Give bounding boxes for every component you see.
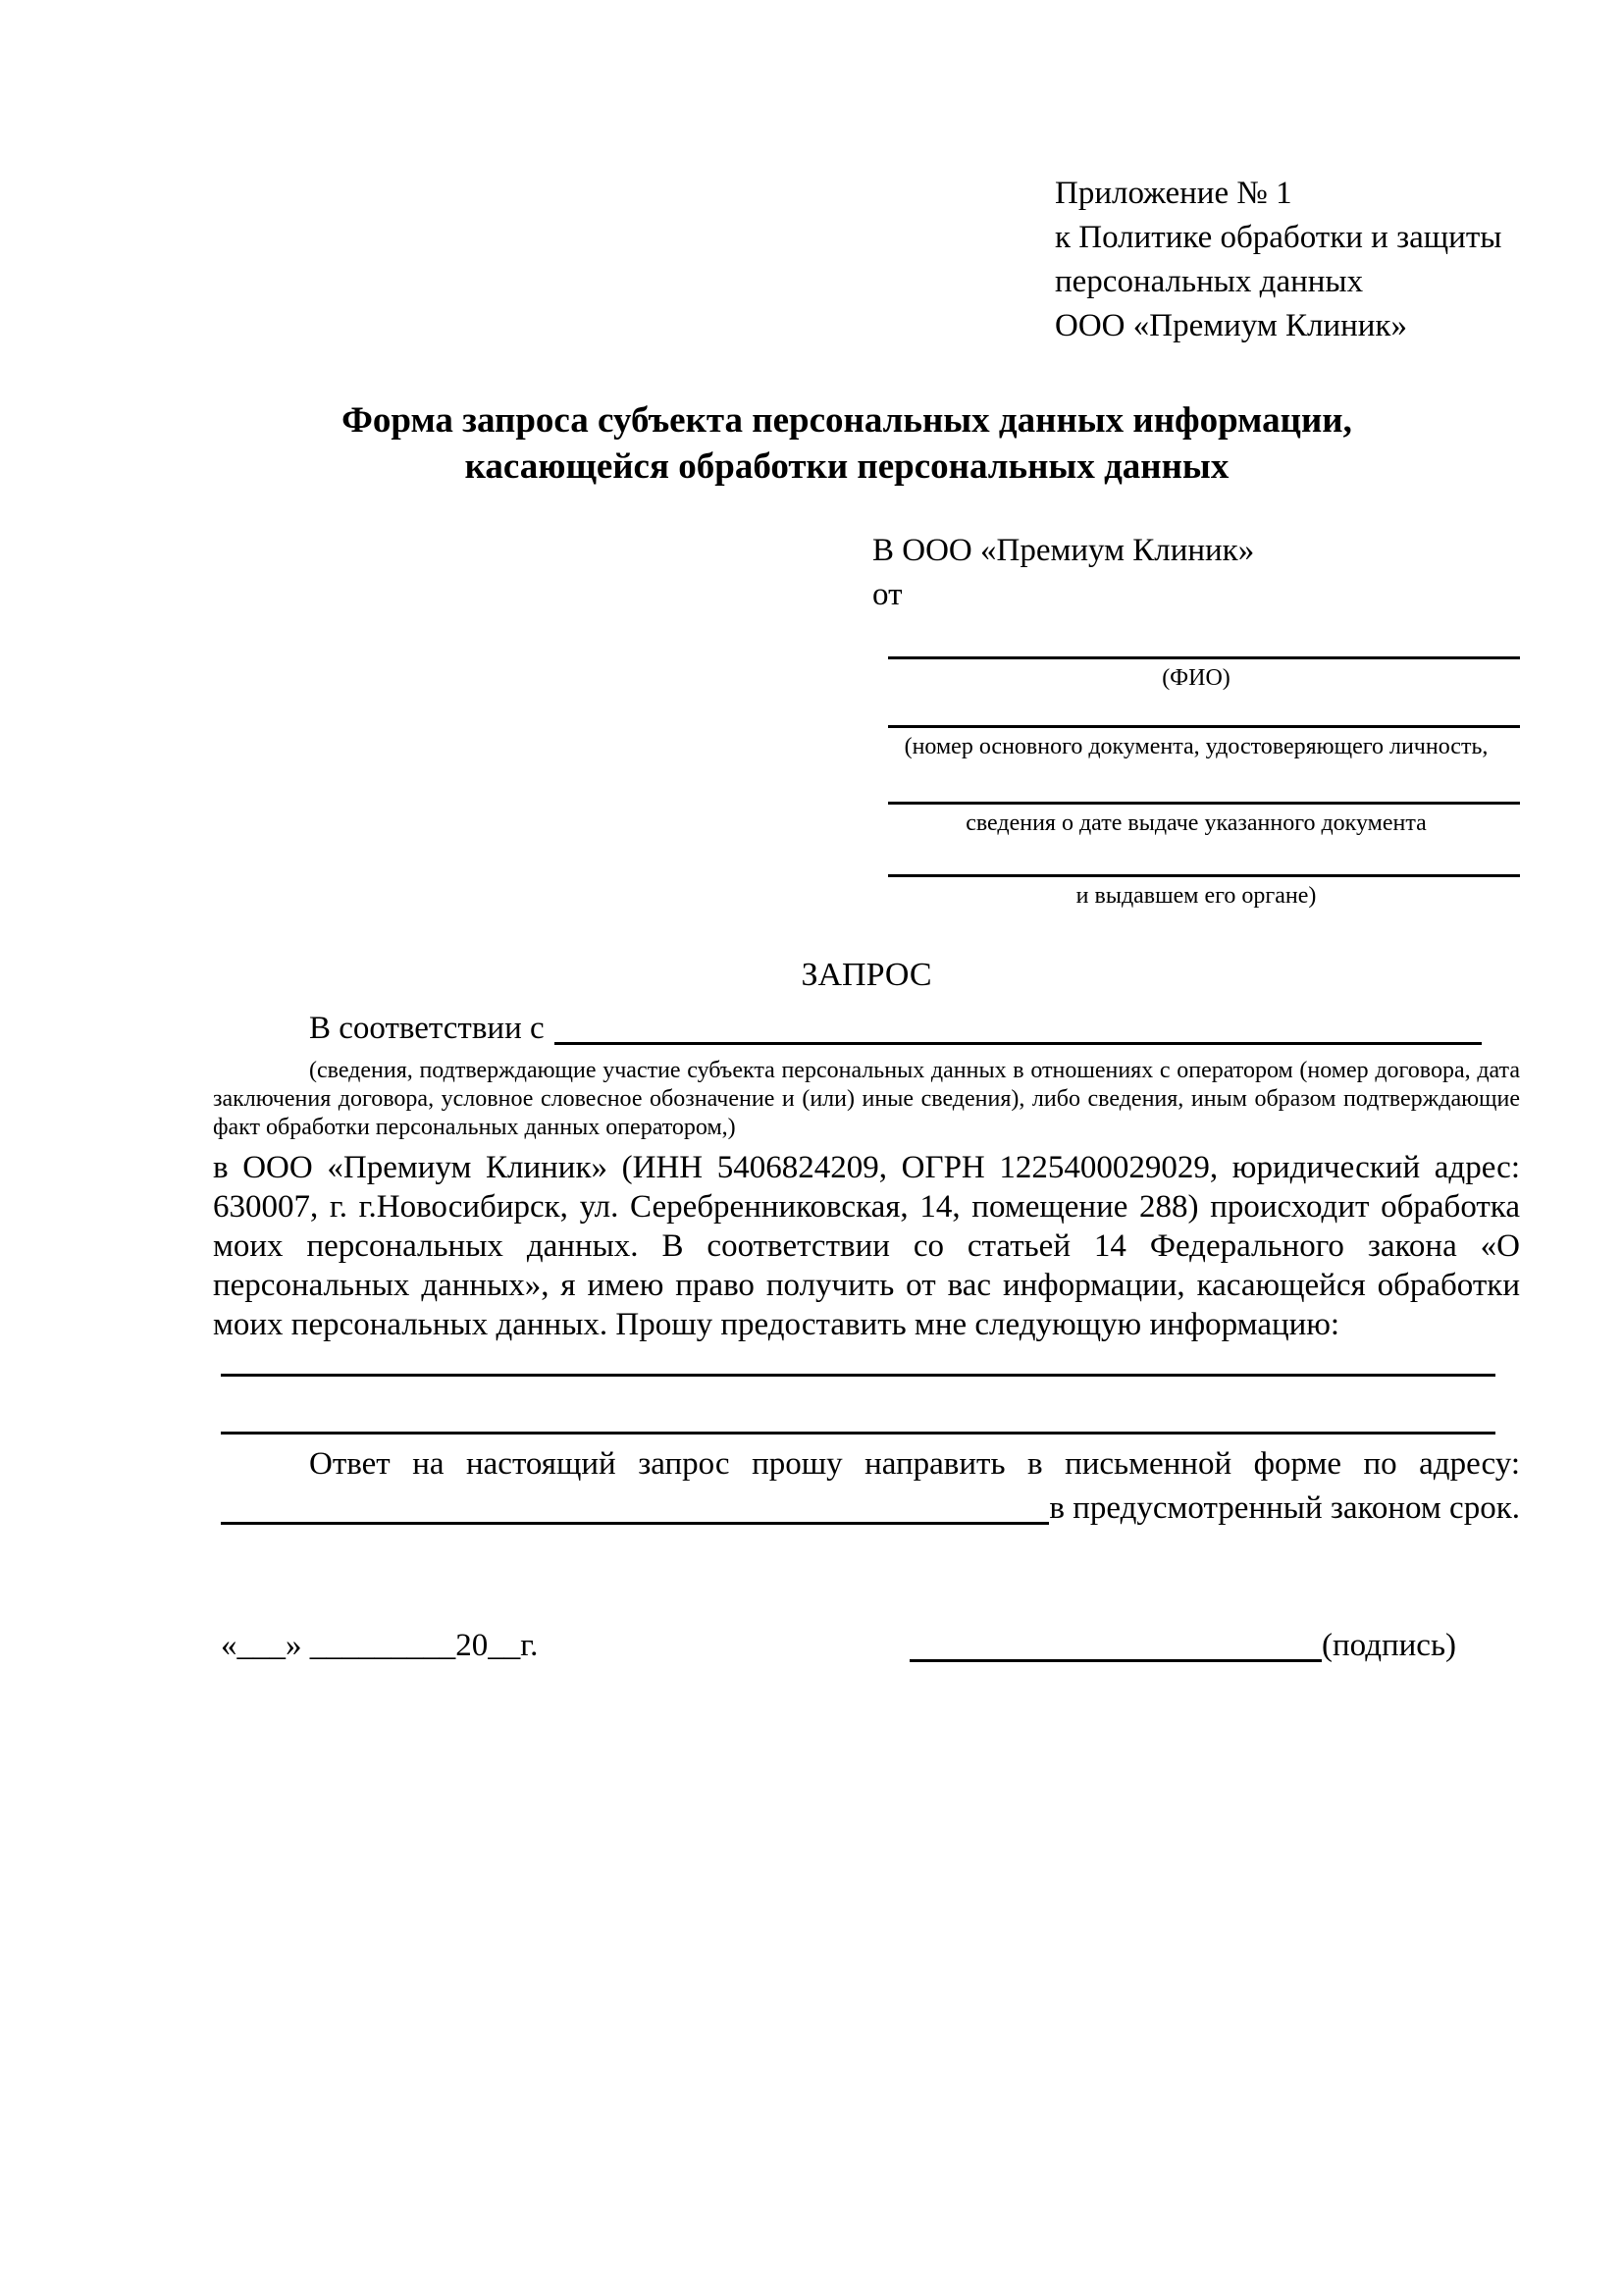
fio-caption: (ФИО) <box>1162 665 1230 691</box>
issue-date-caption: сведения о дате выдаче указанного документа <box>966 810 1427 836</box>
request-body-paragraph: в ООО «Премиум Клиник» (ИНН 5406824209, ОГРН 1225400029029, юридический адрес: 630007, г. г.Новосибирск, ул. Серебренниковская, 14, помещение 288) происходит обработка моих персональных данных. В соответствии со статьей 14 Федерального закона «О персональных данных», я имею право получить от вас информации, касающейся обработки моих персональных данных. Прошу предоставить мне следующую информацию: <box>213 1150 1520 1342</box>
appendix-line-4: ООО «Премиум Клиник» <box>1055 308 1407 343</box>
signature-area <box>910 1624 1456 1668</box>
issuing-authority-caption: и выдавшем его органе) <box>1075 883 1317 909</box>
appendix-line-3: персональных данных <box>1055 264 1364 299</box>
document-number-caption: (номер основного документа, удостоверяющего личность, <box>904 734 1489 759</box>
requested-info-blank-line-2 <box>221 1432 1495 1435</box>
appendix-line-2: к Политике обработки и защиты <box>1055 220 1502 255</box>
document-title <box>154 397 1540 490</box>
reply-address-blank-line <box>221 1522 1049 1525</box>
document-title-line-2: касающейся обработки персональных данных <box>464 446 1230 487</box>
signature-blank-line <box>910 1659 1322 1662</box>
request-heading: ЗАПРОС <box>801 957 932 993</box>
reply-address-line <box>213 1487 1520 1531</box>
addressee-to: В ООО «Премиум Клиник» <box>872 533 1255 568</box>
reply-suffix-text: в предусмотренный законом срок. <box>1049 1490 1520 1526</box>
addressee-block <box>872 529 1520 910</box>
reply-address-sentence: Ответ на настоящий запрос прошу направить в письменной форме по адресу: <box>309 1446 1520 1482</box>
request-intro-note: (сведения, подтверждающие участие субъекта персональных данных в отношениях с оператором (номер договора, дата заключения договора, условное словесное обозначение и (или) иные сведения), либо сведения, иным образом подтверждающие факт обработки персональных данных оператором,) <box>213 1058 1520 1140</box>
appendix-line-1: Приложение № 1 <box>1055 176 1292 211</box>
signature-caption: (подпись) <box>1322 1628 1456 1663</box>
appendix-block <box>1055 172 1520 348</box>
addressee-from-label: от <box>872 577 903 612</box>
date-blank-text: «___» _________20__г. <box>221 1628 539 1663</box>
request-intro-line <box>213 1007 1520 1051</box>
requested-info-blank-line-1 <box>221 1374 1495 1377</box>
request-intro-prefix: В соответствии с <box>309 1011 545 1046</box>
signature-row <box>221 1624 1520 1668</box>
request-intro-blank-line <box>554 1042 1482 1045</box>
document-title-line-1: Форма запроса субъекта персональных данных информации, <box>341 400 1352 441</box>
